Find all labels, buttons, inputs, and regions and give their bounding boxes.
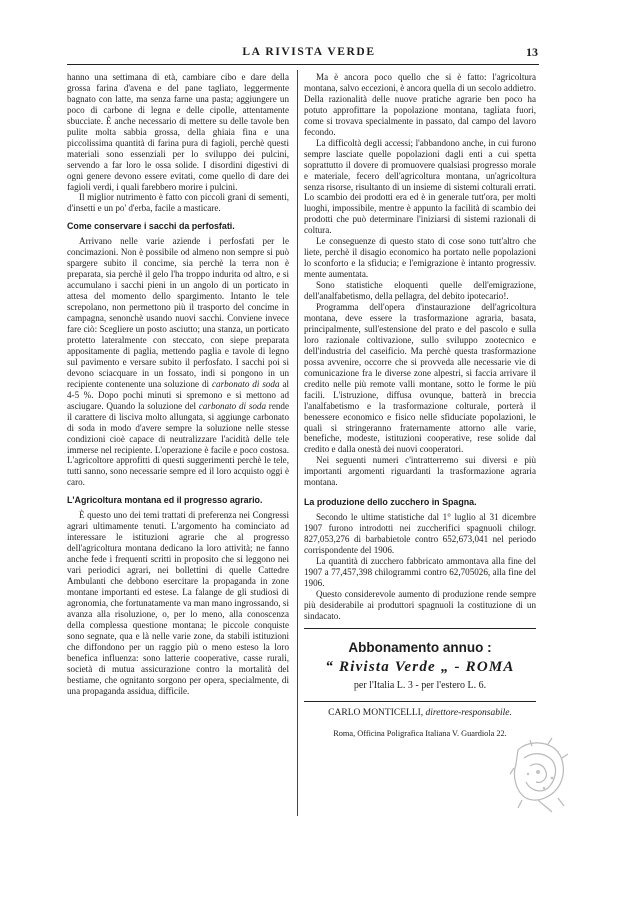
right-paragraph-3: Le conseguenze di questo stato di cose sono tutt'altro che liete, perchè il disagio economico ha portato nelle popolazioni lo sconforto e la sfiducia; e l'emigrazione è intanto progressiv. mente aumentata. [304, 236, 536, 280]
sugar-section-heading: La produzione dello zucchero in Spagna. [304, 497, 477, 508]
header-rule [67, 64, 539, 65]
fertilizer-section-heading: Come conservare i sacchi da perfosfati. [67, 221, 235, 232]
subscription-title: Abbonamento annuo : [348, 639, 492, 655]
imprint-rule [304, 701, 536, 702]
intro-paragraph-2: Il miglior nutrimento è fatto con piccoli grani di sementi, d'insetti e un po' d'erba, facile a masticare. [67, 192, 289, 214]
subscription-notice [304, 639, 536, 693]
mountain-paragraph: È questo uno dei temi trattati di preferenza nei Congressi agrari ultimamente tenuti. L'argomento ha cominciato ad interessare le istituzioni agrarie che al progresso dell'agricoltura montana dedicano la loro attività; ne fanno anche fede i frequenti scritti in proposito che si leggono nei vari periodici agrari, nei bollettini di quelle Cattedre Ambulanti che debbono esercitare la propaganda in zone montane importanti ed estese. La falange de gli studiosi di agronomia, che fortunatamente va man mano ingrossando, si avanza alla risoluzione, o, per lo meno, alla conoscenza della complessa questione montana; le piccole conquiste sono segnate, qua e là nelle varie zone, da stabili istituzioni che diffondono per un raggio più o meno esteso la loro benefica influenza: sono latterie cooperative, casse rurali, società di mutua assicurazione contro la mortalità del bestiame, che ognitanto sorgono per opera, specialmente, di una propaganda assidua, difficile. [67, 510, 289, 696]
page-number: 13 [526, 45, 538, 59]
fertilizer-text-part-3: rende il carattere di lisciva molto allungata, si aggiunge carbonato di soda in modo d'avere sempre la soluzione nelle stesse condizioni cioè capace di neutralizzare l'acidità delle tele immerse nel recipiente. L'operazione è facile e poco costosa. L'agricoltore approfitti di questi suggerimenti perchè le tele, tutti sanno, sono necessarie sempre ed il loro acquisto oggi è caro. [67, 400, 290, 488]
left-column [67, 72, 289, 697]
section-end-rule [304, 628, 536, 629]
library-stamp-icon [508, 738, 570, 814]
fertilizer-paragraph [67, 236, 289, 488]
mountain-section-heading: L'Agricoltura montana ed il progresso agrario. [67, 495, 263, 506]
carbonate-term-1: carbonato di soda [211, 378, 280, 389]
editor-role: direttore-responsabile. [425, 707, 512, 718]
right-paragraph-4: Sono statistiche eloquenti quelle dell'emigrazione, dell'analfabetismo, della pellagra, del debito ipotecario!. [304, 280, 536, 302]
right-paragraph-6: Nei seguenti numeri c'intratterremo sui diversi e più importanti argomenti riguardanti la trasformazione agraria montana. [304, 455, 536, 488]
fertilizer-text-part-1: Arrivano nelle varie aziende i perfosfati per le concimazioni. Non è possibile od almeno non sempre si può spargere subito il concime, sia perchè la terra non è preparata, sia perchè il gelo l'ha troppo indurita od altro, e si accumulano i sacchi pieni in un angolo di un porticato in attesa del momento dello spargimento. Intanto le tele screpolano, non permettono più il trasporto del concime in campagna, senonchè usando nuovi sacchi. Conviene invece fare ciò: Scegliere un posto asciutto; una stanza, un porticato protetto lateralmente con steccato, con siepe preparata appositamente di paglia, mettendo paglia e tavole di legno sul pavimento e versare subito il perfosfato. I sacchi poi si devono sciacquare in un fossato, indi si pongono in un recipiente contenente una soluzione di [67, 236, 289, 389]
editor-line [304, 707, 536, 720]
subscription-journal-name: “ Rivista Verde „ - ROMA [325, 658, 515, 675]
editor-name: CARLO MONTICELLI, [328, 707, 424, 718]
column-divider [297, 70, 298, 816]
running-title: LA RIVISTA VERDE [242, 46, 376, 58]
fertilizer-text-part-2: al 4-5 %. Dopo pochi minuti si spremono e si mettono ad asciugare. Quando la soluzione del [67, 378, 290, 411]
subscription-prices: per l'Italia L. 3 - per l'estero L. 6. [353, 679, 487, 691]
sugar-paragraph-2: La quantità di zucchero fabbricato ammontava alla fine del 1907 a 77,457,398 chilogrammi contro 62,705026, alla fine del 1906. [304, 556, 536, 588]
right-paragraph-5: Programma dell'opera d'instaurazione dell'agricoltura montana, deve essere la trasformazione agraria, basata, principalmente, sull'estensione del prato e del pascolo e sulla loro razionale coltivazione, sullo sviluppo zootecnico e dell'industria del caseificio. Ma perchè questa trasformazione possa avvenire, occorre che si provveda alle necessarie vie di comunicazione fra le diverse zone alpestri, si faccia arrivare il credito nelle più remote valli montane, sotto le forme le più facili. L'istruzione, diffusa ovunque, batterà in breccia l'analfabetismo e la trasformazione colturale, porterà il benessere economico e fisico nelle sfiduciate popolazioni, le quali si stringeranno fraternamente attorno alle varie, benefiche, modeste, istituzioni cooperative, rese solide dal credito e dalla onestà dei nuovi cooperatori. [304, 302, 536, 455]
carbonate-term-2: carbonato di soda [198, 400, 267, 411]
sugar-paragraph-3: Questo considerevole aumento di produzione rende sempre più desiderabile ai produttori spagnuoli la costituzione di un sindacato. [304, 588, 536, 621]
intro-paragraph-1: hanno una settimana di età, cambiare cibo e dare della grossa farina d'avena e del pane tagliato, leggermente bagnato con latte, ma senza farne una pasta; aggiungere un poco di carbone di legna e delle cipolle, attentamente sbucciate. È anche necessario di mettere su delle tavole ben pulite molta sabbia grossa, della ghiaia fina e una piccolissima quantità di farina pura di fagioli, perchè questi materiali sono essenziali per lo sviluppo dei pulcini, servendo a far loro le ossa solide. I disordini digestivi di ogni genere devono essere evitati, come quello di dare dei fagioli verdi, i quali farebbero morire i pulcini. [67, 72, 289, 192]
right-column [304, 72, 536, 740]
sugar-paragraph-1: Secondo le ultime statistiche dal 1° luglio al 31 dicembre 1907 furono introdotti nei zuccherifici spagnuoli chilogr. 827,053,276 di barbabietole contro 652,673,041 nel periodo corrispondente del 1906. [304, 512, 536, 556]
right-paragraph-2: La difficoltà degli accessi; l'abbandono anche, in cui furono sempre lasciate quelle popolazioni dagli enti a cui spetta soprattutto il dovere di promuovere qualsiasi progresso morale e materiale, fecero dell'agricoltura montana, un'agricoltura senza risorse, risultanto di un insieme di sistemi colturali errati. Lo scambio dei prodotti era ed è in generale tutt'ora, per molti luoghi, impossibile, mentre è appunto la facilità di scambio dei prodotti che può determinare l'iniziarsi di sistemi razionali di coltura. [304, 137, 536, 236]
printer-line: Roma, Officina Poligrafica Italiana V. Guardiola 22. [333, 728, 507, 738]
right-paragraph-1: Ma è ancora poco quello che si è fatto: l'agricoltura montana, salvo eccezioni, è ancora quella di un secolo addietro. Della razionalità delle nuove pratiche agrarie ben poco ha potuto approfittare la popolazione montana, tagliata fuori, come si trovava specialmente in passato, dal campo del lavoro fecondo. [304, 72, 536, 137]
